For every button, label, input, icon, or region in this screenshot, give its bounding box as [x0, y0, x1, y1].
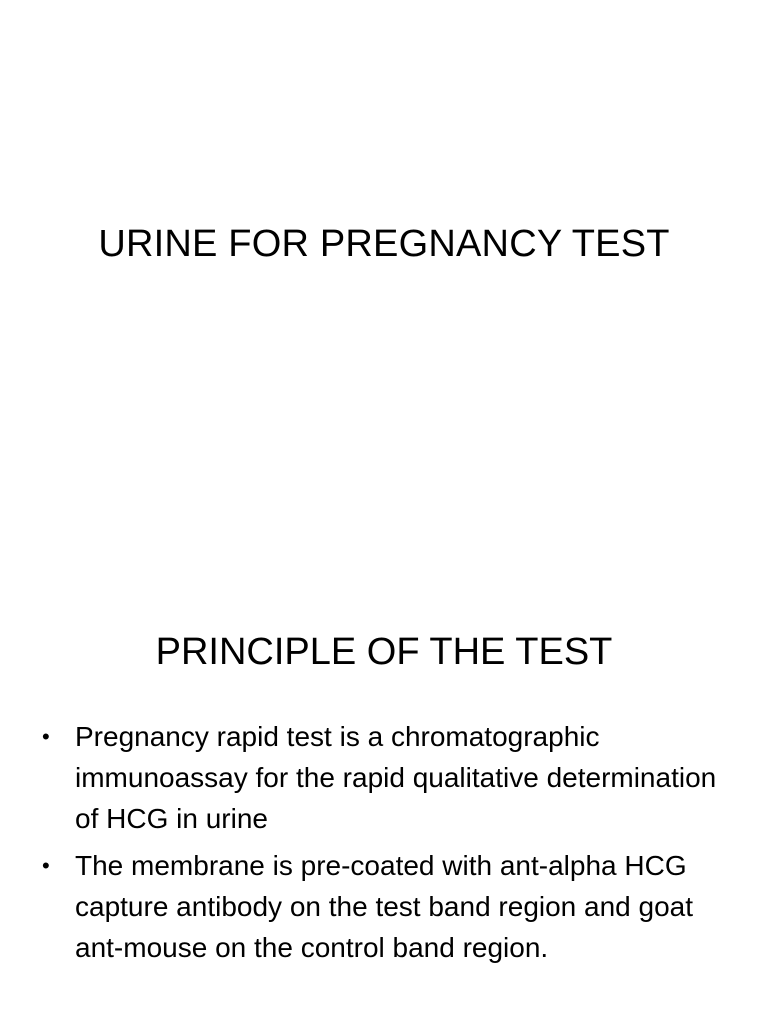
slide-principle — [0, 576, 768, 1024]
bullet-list — [40, 716, 730, 974]
slide-title: URINE FOR PREGNANCY TEST — [98, 223, 670, 265]
bullet-text: Pregnancy rapid test is a chromatographic immunoassay for the rapid qualitative determination of HCG in urine — [75, 721, 717, 834]
bullet-text: The membrane is pre-coated with ant-alpha HCG capture antibody on the test band region and goat ant-mouse on the control band region. — [75, 850, 694, 963]
slide-heading: PRINCIPLE OF THE TEST — [155, 631, 613, 673]
bullet-icon: • — [42, 853, 50, 878]
bullet-icon: • — [42, 724, 50, 749]
bullet-item — [40, 845, 730, 968]
bullet-item — [40, 716, 730, 839]
